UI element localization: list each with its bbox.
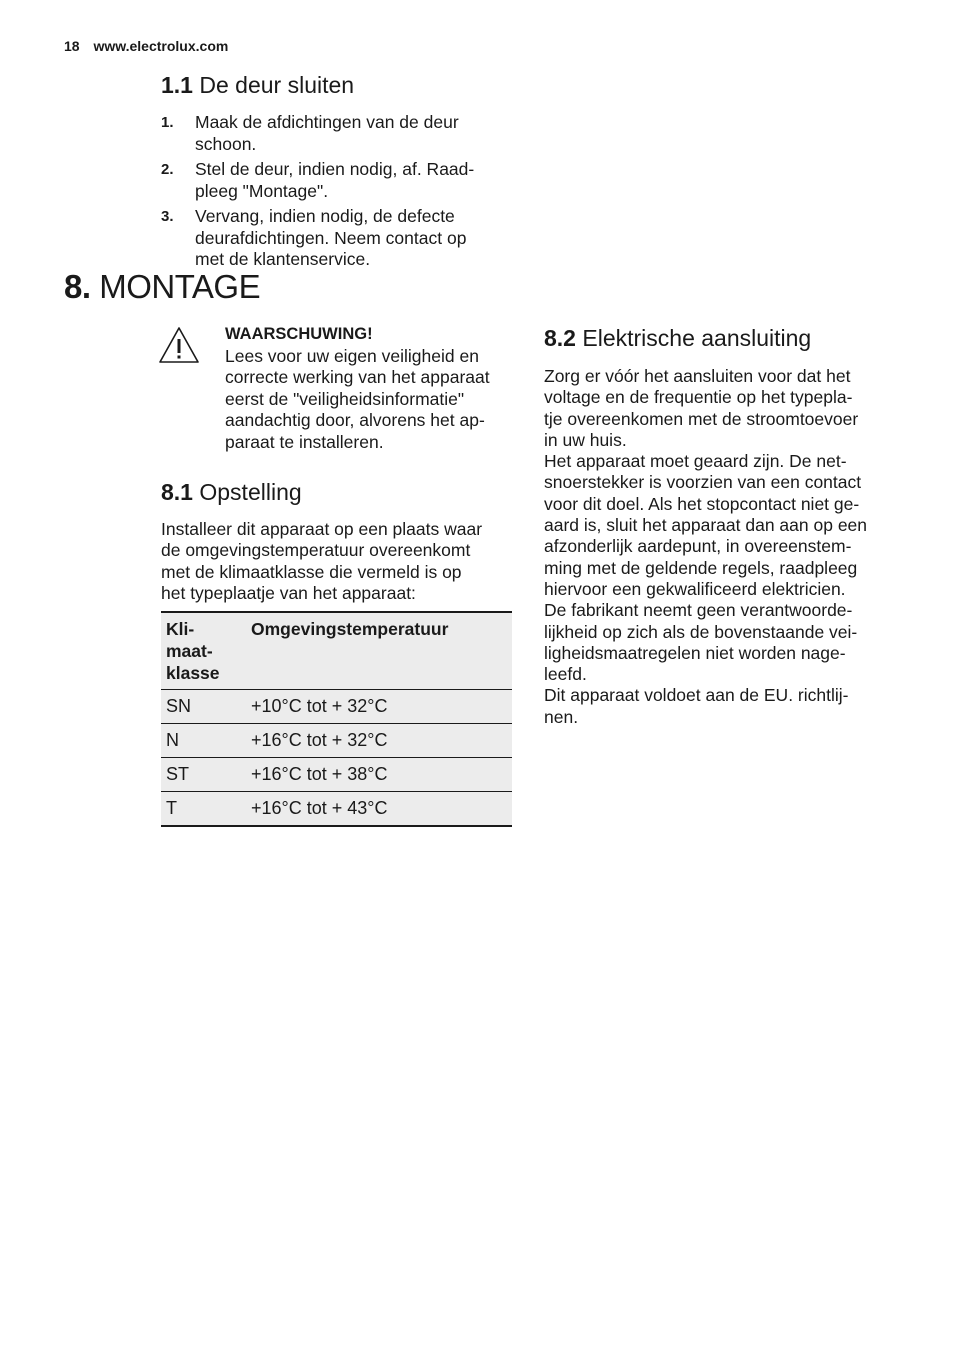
warning-title: WAARSCHUWING! xyxy=(225,325,373,343)
paragraph-line: aard is, sluit het apparaat dan aan op een xyxy=(544,515,868,536)
paragraph-line: ligheidsmaatregelen niet worden nage- xyxy=(544,642,846,663)
section-8-1-heading xyxy=(161,479,302,506)
paragraph-line: nen. xyxy=(544,706,579,727)
table-cell: N xyxy=(161,724,246,758)
paragraph-line: met de klimaatklasse die vermeld is op xyxy=(161,561,462,582)
list-item xyxy=(161,112,511,155)
paragraph-line: ming met de geldende regels, raadpleeg xyxy=(544,557,858,578)
step-number: 1. xyxy=(161,114,174,131)
table-cell: +16°C tot + 32°C xyxy=(246,724,512,758)
table-cell: ST xyxy=(161,758,246,792)
paragraph-line: tje overeenkomen met de stroomtoevoer xyxy=(544,408,859,429)
warning-line: aandachtig door, alvorens het ap- xyxy=(225,410,485,430)
paragraph-line: snoerstekker is voorzien van een contact xyxy=(544,472,862,493)
table-row xyxy=(161,758,512,792)
paragraph-line: Installeer dit apparaat op een plaats waar xyxy=(161,519,483,539)
table-row xyxy=(161,792,512,827)
step-line: deurafdichtingen. Neem contact op xyxy=(195,227,467,248)
header-line: maat- xyxy=(166,641,213,661)
warning-line: Lees voor uw eigen veiligheid en xyxy=(225,345,479,366)
section-8-2-paragraph xyxy=(544,366,904,728)
section-number: 8.2 xyxy=(544,325,576,351)
chapter-number: 8. xyxy=(64,268,91,305)
table-cell: SN xyxy=(161,690,246,724)
step-line: Stel de deur, indien nodig, af. Raad- xyxy=(195,159,475,179)
section-8-1-paragraph xyxy=(161,519,521,604)
page-header xyxy=(64,38,228,54)
paragraph-line: voltage en de frequentie op het typepla- xyxy=(544,387,853,408)
paragraph-line: het typeplaatje van het apparaat: xyxy=(161,582,416,603)
section-title: Opstelling xyxy=(199,479,302,505)
warning-line: correcte werking van het apparaat xyxy=(225,367,490,387)
climate-class-table xyxy=(161,611,512,827)
step-line: Vervang, indien nodig, de defecte xyxy=(195,206,455,226)
paragraph-line: in uw huis. xyxy=(544,429,627,450)
table-cell: +10°C tot + 32°C xyxy=(246,690,512,724)
warning-line: paraat te installeren. xyxy=(225,431,384,452)
paragraph-line: hiervoor een gekwalificeerd elektricien. xyxy=(544,578,846,599)
header-line: Omgevingstemperatuur xyxy=(251,619,449,639)
table-cell: +16°C tot + 38°C xyxy=(246,758,512,792)
section-number: 1.1 xyxy=(161,72,193,98)
section-8-2-heading xyxy=(544,325,811,352)
section-title: De deur sluiten xyxy=(199,72,355,98)
list-item xyxy=(161,159,511,202)
step-number: 2. xyxy=(161,161,174,178)
list-item xyxy=(161,206,511,271)
section-number: 8.1 xyxy=(161,479,193,505)
paragraph-line: leefd. xyxy=(544,664,587,685)
column-header-omgevingstemperatuur xyxy=(246,612,512,690)
chapter-title: MONTAGE xyxy=(99,268,261,305)
warning-block xyxy=(225,324,515,453)
step-line: schoon. xyxy=(195,133,257,154)
paragraph-line: lijkheid op zich als de bovenstaande vei- xyxy=(544,621,858,642)
warning-line: eerst de "veiligheidsinformatie" xyxy=(225,388,465,409)
paragraph-line: afzonderlijk aardepunt, in overeenstem- xyxy=(544,536,852,557)
paragraph-line: Zorg er vóór het aansluiten voor dat het xyxy=(544,366,851,386)
paragraph-line: Het apparaat moet geaard zijn. De net- xyxy=(544,451,847,472)
chapter-heading xyxy=(64,268,260,306)
step-number: 3. xyxy=(161,208,174,225)
header-line: Kli- xyxy=(166,619,195,639)
table-header-row xyxy=(161,612,512,690)
section-title: Elektrische aansluiting xyxy=(582,325,812,351)
step-line: Maak de afdichtingen van de deur xyxy=(195,112,459,132)
table-cell: +16°C tot + 43°C xyxy=(246,792,512,827)
page-number: 18 xyxy=(64,38,80,54)
paragraph-line: De fabrikant neemt geen verantwoorde- xyxy=(544,600,853,621)
paragraph-line: de omgevingstemperatuur overeenkomt xyxy=(161,540,471,561)
table-cell: T xyxy=(161,792,246,827)
column-header-klimaatklasse xyxy=(161,612,246,690)
step-line: met de klantenservice. xyxy=(195,249,371,269)
table-row xyxy=(161,724,512,758)
table-row xyxy=(161,690,512,724)
paragraph-line: Dit apparaat voldoet aan de EU. richtlij- xyxy=(544,685,849,706)
header-line: klasse xyxy=(166,663,220,683)
header-url: www.electrolux.com xyxy=(93,38,229,54)
paragraph-line: voor dit doel. Als het stopcontact niet ge- xyxy=(544,493,860,514)
section-1-1-heading xyxy=(161,72,354,99)
steps-list xyxy=(161,112,511,275)
warning-triangle-icon xyxy=(158,326,200,364)
step-line: pleeg "Montage". xyxy=(195,180,329,201)
